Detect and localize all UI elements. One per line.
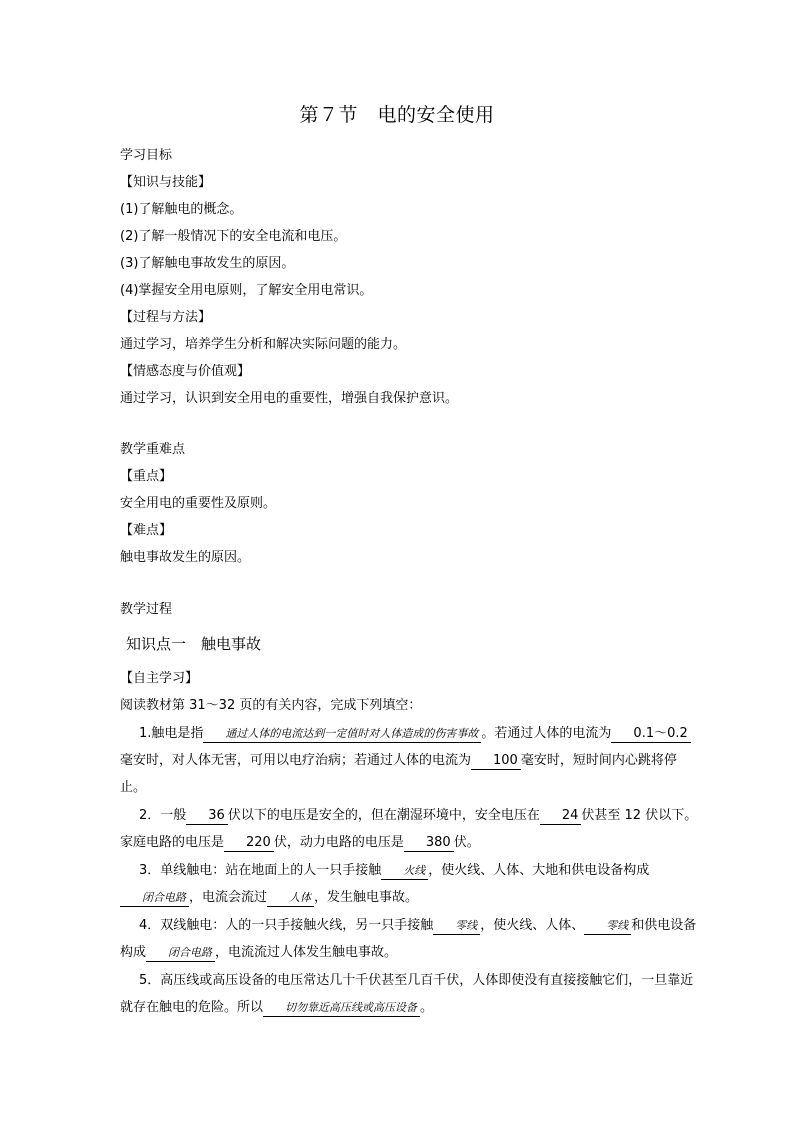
knowledge-item: (1)了解触电的概念。	[120, 202, 243, 217]
difficult-text: 触电事故发生的原因。	[120, 550, 251, 565]
answer-blank: 36	[186, 808, 228, 825]
attitude-heading: 【情感态度与价值观】	[120, 364, 251, 379]
goals-heading: 学习目标	[120, 148, 173, 163]
key-heading: 【重点】	[120, 469, 173, 484]
process-text: 通过学习，培养学生分析和解决实际问题的能力。	[120, 337, 407, 352]
answer-blank: 380	[404, 835, 454, 852]
self-study-heading: 【自主学习】	[120, 671, 199, 686]
reading-instruction: 阅读教材第 31～32 页的有关内容，完成下列填空：	[120, 698, 422, 713]
attitude-text: 通过学习，认识到安全用电的重要性，增强自我保护意识。	[120, 391, 459, 406]
answer-blank: 0.1～0.2	[611, 726, 690, 743]
knowledge-heading: 【知识与技能】	[120, 175, 212, 190]
answer-blank: 零线	[433, 918, 480, 935]
answer-blank: 100	[471, 753, 521, 770]
question-5: 5．高压线或高压设备的电压常达几十千伏甚至几百千伏，人体即使没有直接接触它们，一旦靠近就存在触电的危险。所以 切勿靠近高压线或高压设备 。	[120, 973, 694, 1015]
answer-blank: 24	[540, 808, 582, 825]
question-1: 1.触电是指 通过人体的电流达到一定值时对人体造成的伤害事故 。若通过人体的电流为 0.1～0.2毫安时，对人体无害，可用以电疗治病；若通过人体的电流为 100 毫安时，短时间内心跳将停止。	[120, 720, 700, 801]
answer-blank: 通过人体的电流达到一定值时对人体造成的伤害事故	[203, 726, 481, 743]
knowledge-item: (2)了解一般情况下的安全电流和电压。	[120, 229, 347, 244]
answer-blank: 220	[224, 835, 274, 852]
answer-blank: 切勿靠近高压线或高压设备	[263, 1000, 420, 1017]
answer-blank: 零线	[584, 918, 631, 935]
knowledge-item: (4)掌握安全用电原则，了解安全用电常识。	[120, 283, 373, 298]
question-4: 4．双线触电：人的一只手接触火线，另一只手接触 零线 ，使火线、人体、 零线 和供电设备构成 闭合电路 ，电流流过人体发生触电事故。	[120, 918, 697, 960]
answer-blank: 闭合电路	[146, 945, 215, 962]
keypoints-heading: 教学重难点	[120, 442, 186, 457]
process-heading: 【过程与方法】	[120, 310, 212, 325]
knowledge-point-title: 知识点一 触电事故	[126, 635, 262, 653]
answer-blank: 闭合电路	[120, 890, 189, 907]
knowledge-item: (3)了解触电事故发生的原因。	[120, 256, 295, 271]
key-text: 安全用电的重要性及原则。	[120, 496, 277, 511]
answer-blank: 火线	[381, 863, 428, 880]
question-2: 2．一般 36 伏以下的电压是安全的，但在潮湿环境中，安全电压在 24 伏甚至 12 伏以下。家庭电路的电压是 220 伏，动力电路的电压是 380 伏。	[120, 808, 698, 850]
question-3: 3．单线触电：站在地面上的人一只手接触 火线 ，使火线、人体、大地和供电设备构成闭合电路 ，电流会流过 人体 ，发生触电事故。	[120, 857, 700, 911]
answer-blank: 人体	[267, 890, 314, 907]
difficult-heading: 【难点】	[120, 523, 173, 538]
process-section-heading: 教学过程	[120, 602, 173, 617]
page-title: 第７节 电的安全使用	[299, 104, 495, 126]
